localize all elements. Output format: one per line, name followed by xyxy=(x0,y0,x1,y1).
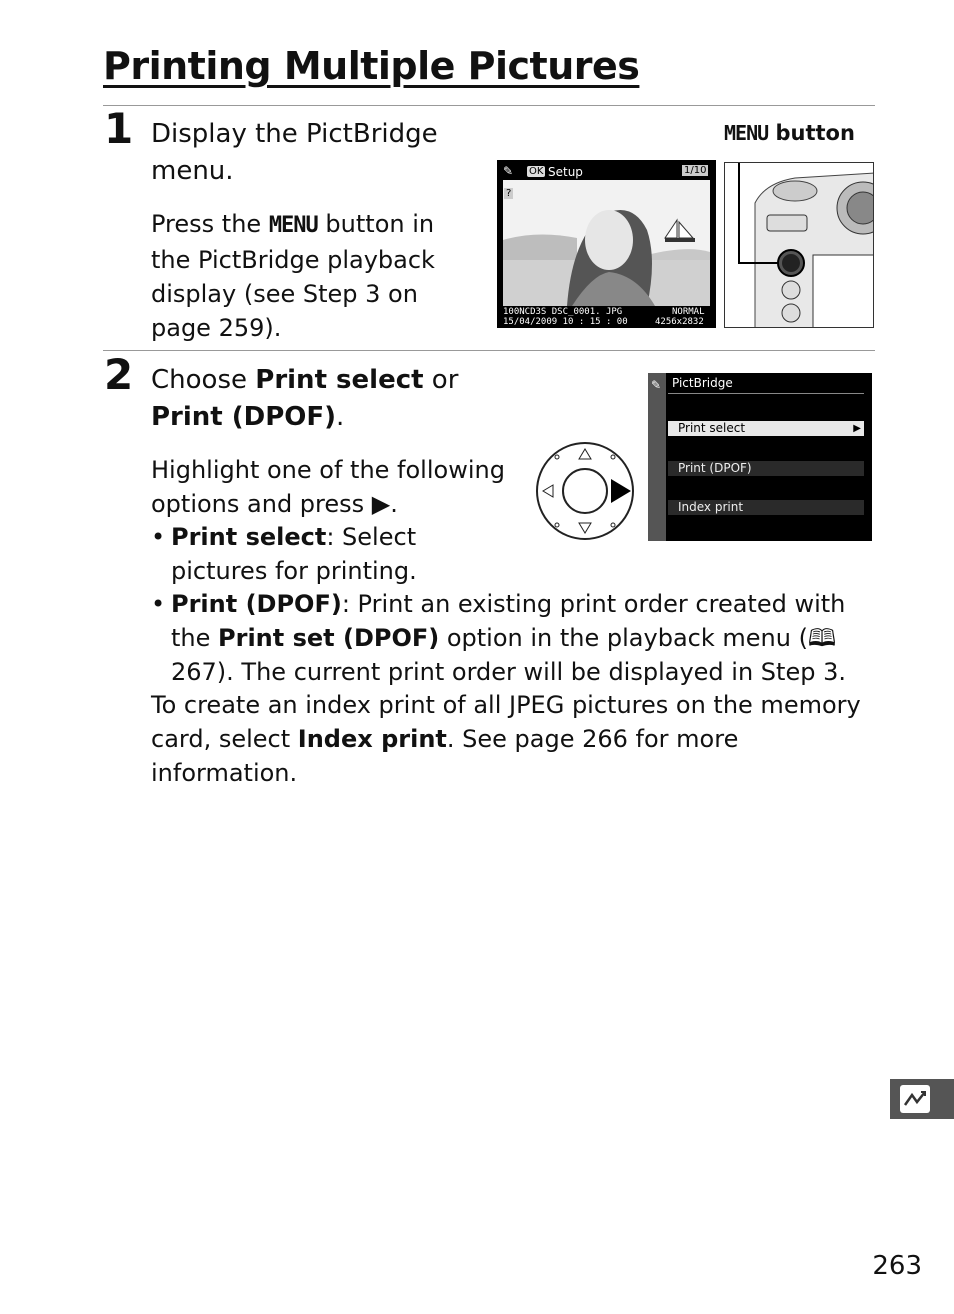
divider xyxy=(103,350,875,351)
menu-glyph: MENU xyxy=(268,213,318,238)
ok-label: OK xyxy=(529,166,544,177)
step-number: 1 xyxy=(104,104,134,153)
connection-icon xyxy=(900,1085,930,1113)
setup-label: Setup xyxy=(548,165,583,179)
step-number: 2 xyxy=(104,350,134,399)
camera-back-image xyxy=(725,163,874,328)
divider xyxy=(103,105,875,106)
page-title: Printing Multiple Pictures xyxy=(103,44,640,88)
image-size: 4256x2832 xyxy=(655,317,704,327)
pictbridge-icon: ✎ xyxy=(503,164,514,178)
bullet-print-dpof: • Print (DPOF): Print an existing print order created with the Print set (DPOF) option in the playback menu (🕮 267). The current print order will be displayed in Step 3. xyxy=(151,590,846,686)
bullet-print-select: • Print select: Select pictures for printing. xyxy=(151,523,417,585)
multi-selector xyxy=(535,441,635,541)
menu-sidebar xyxy=(648,373,666,541)
menu-item-index-print[interactable]: Index print xyxy=(668,500,864,515)
step1-body: Press the MENU button in the PictBridge playback display (see Step 3 on page 259). xyxy=(151,210,435,342)
menu-item-print-dpof[interactable]: Print (DPOF) xyxy=(668,461,864,476)
menu-item-print-select[interactable]: Print select ▶ xyxy=(668,421,864,436)
menu-button-callout: MENU button xyxy=(724,121,855,145)
step2-intro: Highlight one of the following options and press ▶. xyxy=(151,456,505,518)
playback-screen xyxy=(497,160,716,328)
step1-heading: Display the PictBridge menu. xyxy=(151,119,438,186)
playback-image xyxy=(497,160,716,328)
section-tab xyxy=(890,1079,954,1119)
step2-closing: To create an index print of all JPEG pictures on the memory card, select Index print. See page 266 for more information. xyxy=(151,691,861,787)
file-info: 100NCD3S DSC_0001. JPG xyxy=(503,307,623,317)
page-number: 263 xyxy=(872,1251,922,1281)
help-icon: ? xyxy=(506,188,512,199)
right-arrow-icon: ▶ xyxy=(853,423,861,434)
multi-selector-icon xyxy=(535,441,635,541)
pictbridge-menu-screen xyxy=(648,373,872,541)
quality-label: NORMAL xyxy=(672,307,705,317)
date-time: 15/04/2009 10 : 15 : 00 xyxy=(503,317,628,327)
pictbridge-icon: ✎ xyxy=(651,378,662,392)
menu-title-rule xyxy=(668,393,864,394)
camera-illustration xyxy=(724,162,874,328)
menu-title: PictBridge xyxy=(672,376,733,390)
frame-counter: 1/10 xyxy=(684,165,707,176)
step2-heading: Choose Print select or Print (DPOF). xyxy=(151,365,459,432)
